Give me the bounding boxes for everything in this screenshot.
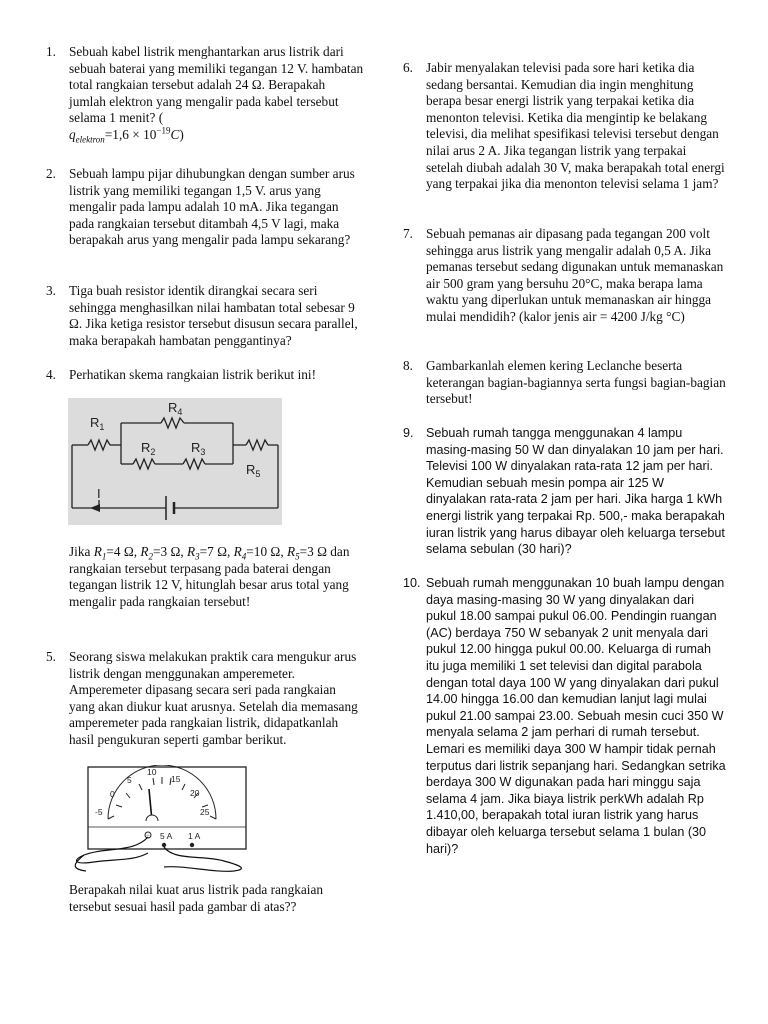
given-r3: $R_3=7$ Ω bbox=[187, 544, 228, 562]
circuit-diagram bbox=[68, 398, 282, 525]
question-text: Perhatikan skema rangkaian listrik berikut ini! bbox=[69, 367, 317, 382]
question-text: Berapakah nilai kuat arus listrik pada rangkaian tersebut sesuai hasil pada gambar di atas?? bbox=[69, 882, 324, 914]
label-current: I bbox=[97, 486, 101, 501]
question-text: Sebuah lampu pijar dihubungkan dengan sumber arus listrik yang memiliki tegangan 1,5 V. arus yang mengalir pada lampu adalah 10 mA. Jika tegangan pada rangkaian tersebut ditambah 4,5 V lagi, maka berapakah arus yang mengalir pada lampu sekarang? bbox=[69, 166, 355, 248]
label-r5: $R_5$ bbox=[246, 462, 261, 479]
question-text: Sebuah rumah menggunakan 10 buah lampu dengan daya masing-masing 30 W yang dinyalakan dari pukul 18.00 sampai pukul 06.00. Pendingin ruangan (AC) berdaya 750 W sebanyak 2 unit menyala dari pukul 12.00 hingga pukul 00.00. Keluarga di rumah itu juga memiliki 1 set televisi dan digital parabola dengan total daya 100 W yang dinyalakan dari pukul 14.00 hingga 16.00 dan kemudian lanjut lagi mulai pukul 21.00 sampai 23.00. Sebuah mesin cuci 350 W menyala selama 2 jam perhari di rumah tersebut. Lemari es memiliki daya 300 W hampir tidak pernah terputus dari listrik sepanjang hari. Sedangkan setrika berdaya 300 W digunakan pada hari minggu saja selama 4 jam. Jika biaya listrik perkWh adalah Rp 1.410,00, berapakah total iuran listrik yang harus dibayar oleh keluarga tersebut selama 1 bulan (30 hari)? bbox=[426, 576, 726, 856]
given-r4: $R_4=10$ Ω bbox=[233, 544, 281, 562]
label-r3: $R_3$ bbox=[191, 440, 206, 457]
label-r4: $R_4$ bbox=[168, 400, 183, 417]
question-number: 2. bbox=[46, 166, 56, 181]
scale-label: -5 bbox=[95, 807, 103, 817]
question-number: 7. bbox=[403, 226, 413, 241]
question-text: Seorang siswa melakukan praktik cara mengukur arus listrik dengan menggunakan amperemeter. Amperemeter dipasang secara seri pada rangkaian yang akan diukur kuat arusnya. Setelah dia memasang amperemeter pada rangkaian listrik, didapatkanlah hasil pengukuran seperti gambar berikut. bbox=[69, 649, 358, 747]
question-number: 4. bbox=[46, 367, 56, 382]
ammeter-figure bbox=[64, 765, 256, 880]
question-text: Sebuah pemanas air dipasang pada tegangan 200 volt sehingga arus listrik yang mengalir adalah 0,5 A. Jika pemanas tersebut sedang digunakan untuk memanaskan air 500 gram yang bersuhu 20°C, maka berapa lama waktu yang diperlukan untuk memanaskan air hingga mulai mendidih? (kalor jenis air = 4200 J/kg °C) bbox=[426, 226, 724, 324]
scale-label: 25 bbox=[200, 807, 210, 817]
question-number: 9. bbox=[403, 426, 414, 440]
question-number: 5. bbox=[46, 649, 56, 664]
question-text: Sebuah rumah tangga menggunakan 4 lampu masing-masing 50 W dan dinyalakan 10 jam per hari. Televisi 100 W dinyalakan rata-rata 12 jam per hari. Kemudian sebuah mesin pompa air 125 W dinyalakan rata-rata 2 jam per hari. Jika harga 1 kWh energi listrik yang terpakai Rp. 500,- maka berapakah iuran listrik yang harus dibayar oleh keluarga tersebut selama sebulan (30 hari)? bbox=[426, 426, 725, 557]
question-number: 6. bbox=[403, 60, 413, 75]
question-number: 3. bbox=[46, 283, 56, 298]
terminal-1a: 1 A bbox=[188, 831, 201, 841]
label-r2: $R_2$ bbox=[141, 440, 156, 457]
question-number: 1. bbox=[46, 44, 56, 59]
resistor-r5 bbox=[246, 440, 268, 450]
resistor-r2 bbox=[133, 459, 155, 469]
question-number: 8. bbox=[403, 358, 413, 373]
question-text: Gambarkanlah elemen kering Leclanche beserta keterangan bagian-bagiannya serta fungsi bagian-bagian tersebut! bbox=[426, 358, 726, 407]
given-values: Jika $R_1=4$ Ω, $R_2=3$ Ω, $R_3=7$ Ω, $R_4=10$ Ω, $R_5=3$ Ω dan rangkaian tersebut terpasang pada baterai dengan tegangan listrik 12 V, hitunglah besar arus total yang mengalir pada rangkaian tersebut! bbox=[69, 544, 350, 609]
terminal-5a: 5 A bbox=[160, 831, 173, 841]
charge-formula: $q_{elektron}=1,6 \times 10^{-19}C$ bbox=[69, 125, 180, 145]
arrow-icon bbox=[90, 504, 100, 512]
scale-label: 0 bbox=[110, 789, 115, 799]
scale-label: 5 bbox=[127, 775, 132, 785]
question-text: Jabir menyalakan televisi pada sore hari ketika dia sedang bersantai. Kemudian dia ingin menghitung berapa besar energi listrik yang terpakai ketika dia menonton televisi. Ketika dia mengintip ke belakang televisi, dia melihat spesifikasi televisi tersebut dengan nilai arus 2 A. Jika tegangan listrik yang terpakai setelah diubah adalah 30 V, maka berapakah total energi yang terpakai jika dia menonton televisi selama 1 jam? bbox=[426, 60, 725, 192]
question-text: Sebuah kabel listrik menghantarkan arus listrik dari sebuah baterai yang memiliki tegangan 12 V. hambatan total rangkaian tersebut adalah 24 Ω. Berapakah jumlah elektron yang mengalir pada kabel tersebut selama 1 menit? ( $q_{elektron}=1,6 \times 10^{-19}C$) bbox=[69, 44, 364, 145]
question-number: 10. bbox=[403, 576, 421, 590]
scale-label: 10 bbox=[147, 767, 157, 777]
resistor-r4 bbox=[161, 418, 184, 428]
label-r1: $R_1$ bbox=[90, 415, 105, 432]
question-text: Tiga buah resistor identik dirangkai secara seri sehingga menghasilkan nilai hambatan total sebesar 9 Ω. Jika ketiga resistor tersebut disusun secara parallel, maka berapakah hambatan penggantinya? bbox=[69, 283, 358, 348]
resistor-r3 bbox=[183, 459, 205, 469]
given-r1: $R_1=4$ Ω bbox=[93, 544, 134, 562]
resistor-r1 bbox=[88, 440, 110, 450]
scale-label: 20 bbox=[190, 788, 200, 798]
scale-label: 15 bbox=[171, 774, 181, 784]
given-r2: $R_2=3$ Ω bbox=[140, 544, 181, 562]
svg-text:−: − bbox=[146, 833, 150, 839]
given-r5: $R_5=3$ Ω bbox=[286, 544, 327, 562]
